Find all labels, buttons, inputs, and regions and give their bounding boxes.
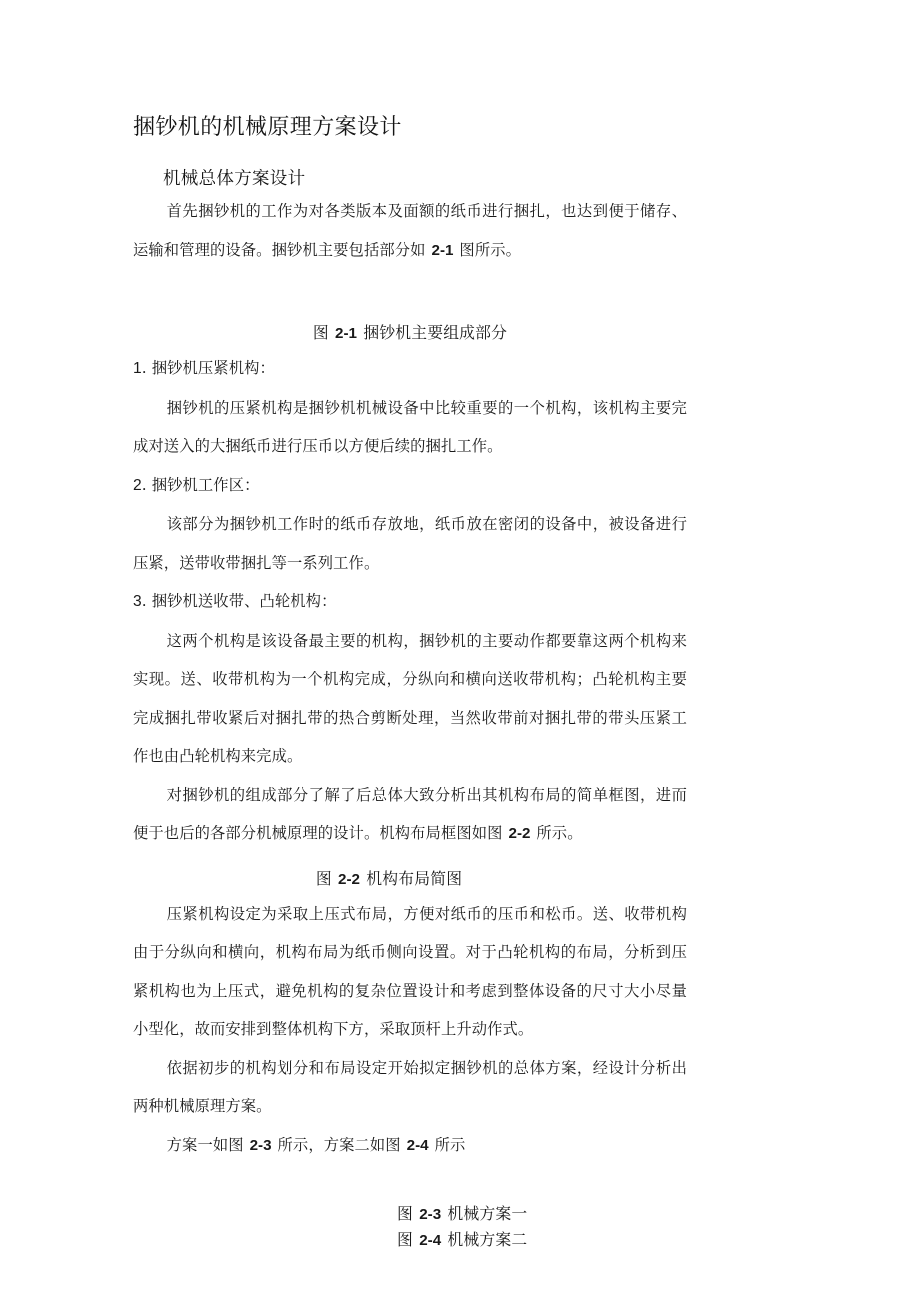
list-item-3-heading xyxy=(133,582,687,622)
list-item-2-label: . 捆钞机工作区： xyxy=(141,475,260,494)
paragraph-intro-text: 首先捆钞机的工作为对各类版本及面额的纸币进行捆扎，也达到便于储存、运输和管理的设备。捆钞机主要包括部分如 xyxy=(133,202,687,259)
figure-caption-2-2 xyxy=(133,864,687,895)
caption-2-4-prefix: 图 xyxy=(397,1230,419,1249)
paragraph-scheme-reference xyxy=(133,1126,687,1166)
caption-2-3-prefix: 图 xyxy=(397,1204,419,1223)
caption-2-1-prefix: 图 xyxy=(312,323,335,342)
figure-number-2-1-inline: 2-1 xyxy=(431,241,454,259)
list-item-3-number: 3 xyxy=(133,593,142,610)
caption-2-2-text: 机构布局简图 xyxy=(360,868,463,888)
scheme-ref-middle: 所示，方案二如图 xyxy=(272,1135,406,1154)
paragraph-layout-intro-text: 对捆钞机的组成部分了解了后总体大致分析出其机构布局的简单框图，进而便于也后的各部分机械原理的设计。机构布局框图如图 xyxy=(133,785,687,842)
list-item-3-label: . 捆钞机送收带、凸轮机构： xyxy=(141,592,337,610)
section-heading: 机械总体方案设计 xyxy=(163,169,306,189)
scheme-ref-prefix: 方案一如图 xyxy=(166,1135,249,1154)
paragraph-intro-tail: 图所示。 xyxy=(454,240,522,259)
caption-2-4-text: 机械方案二 xyxy=(442,1230,528,1249)
paragraph-layout-body: 压紧机构设定为采取上压式布局，方便对纸币的压币和松币。送、收带机构由于分纵向和横向，机构布局为纸币侧向设置。对于凸轮机构的布局，分析到压紧机构也为上压式，避免机构的复杂位置设计和考虑到整体设备的尺寸大小尽量小型化，故而安排到整体机构下方，采取顶杆上升动作式。 xyxy=(133,904,687,1038)
paragraph-scheme-body: 依据初步的机构划分和布局设定开始拟定捆钞机的总体方案，经设计分析出两种机械原理方案。 xyxy=(133,1058,687,1115)
caption-2-2-prefix: 图 xyxy=(315,868,338,888)
figure-number-2-3-inline: 2-3 xyxy=(249,1136,272,1154)
caption-2-3-text: 机械方案一 xyxy=(442,1204,528,1223)
list-item-1-body: 捆钞机的压紧机构是捆钞机机械设备中比较重要的一个机构，该机构主要完成对送入的大捆纸币进行压币以方便后续的捆扎工作。 xyxy=(133,398,687,455)
paragraph-layout-intro-tail: 所示。 xyxy=(531,824,583,842)
figure-number-2-2-inline: 2-2 xyxy=(508,825,531,842)
paragraph-layout-intro xyxy=(133,776,687,854)
list-item-2-body: 该部分为捆钞机工作时的纸币存放地，纸币放在密闭的设备中，被设备进行压紧，送带收带捆扎等一系列工作。 xyxy=(133,515,687,572)
list-item-2-heading xyxy=(133,466,687,506)
caption-2-2-number: 2-2 xyxy=(338,870,360,888)
caption-2-4-number: 2-4 xyxy=(419,1232,442,1249)
figure-caption-2-1 xyxy=(133,318,687,349)
figure-2-3-2-4-placeholder xyxy=(133,1165,687,1201)
paragraph-intro xyxy=(133,192,687,270)
figure-2-1-placeholder xyxy=(133,270,687,318)
list-item-2-number: 2 xyxy=(133,476,142,494)
list-item-1-number: 1 xyxy=(133,360,142,377)
scheme-ref-tail: 所示 xyxy=(429,1135,466,1154)
caption-2-1-text: 捆钞机主要组成部分 xyxy=(357,323,508,342)
list-item-3-body: 这两个机构是该设备最主要的机构，捆钞机的主要动作都要靠这两个机构来实现。送、收带机构为一个机构完成，分纵向和横向送收带机构；凸轮机构主要完成捆扎带收紧后对捆扎带的热合剪断处理，当然收带前对捆扎带的带头压紧工作也由凸轮机构来完成。 xyxy=(133,631,687,765)
caption-2-1-number: 2-1 xyxy=(335,325,357,342)
page-title: 捆钞机的机械原理方案设计 xyxy=(133,115,402,140)
figure-caption-2-3 xyxy=(133,1201,687,1227)
caption-2-3-number: 2-3 xyxy=(419,1206,442,1223)
document-body xyxy=(133,0,687,1253)
figure-2-2-placeholder xyxy=(133,854,687,864)
list-item-1-heading xyxy=(133,349,687,389)
list-item-1-label: . 捆钞机压紧机构： xyxy=(141,359,275,377)
figure-caption-2-4 xyxy=(133,1227,687,1253)
figure-number-2-4-inline: 2-4 xyxy=(406,1136,429,1154)
